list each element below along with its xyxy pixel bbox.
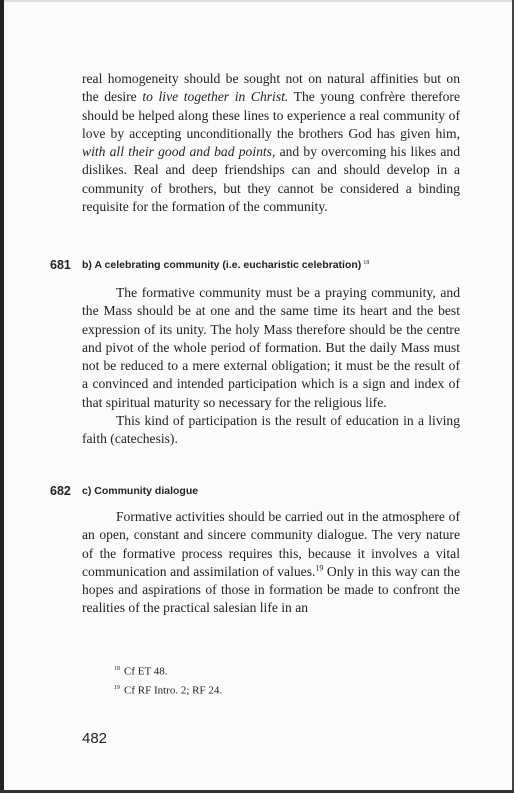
footnote-number: 19: [114, 684, 120, 691]
page-top-edge: [0, 0, 514, 2]
section-title: c) Community dialogue: [82, 485, 199, 497]
paragraph-text: [82, 70, 460, 216]
section-title: [82, 259, 369, 271]
footnote: [114, 680, 222, 699]
section-number: 682: [50, 484, 71, 498]
page-left-border: [0, 0, 4, 793]
footnote-reference: 19: [315, 563, 324, 573]
footnote-text: Cf ET 48.: [124, 665, 168, 678]
continuation-paragraph: [82, 70, 460, 216]
emphasis-text: to live together in Christ.: [142, 89, 289, 105]
section-title-text: b) A celebrating community (i.e. eucharistic celebration): [82, 259, 362, 271]
page-number: 482: [82, 730, 108, 747]
footnote: [114, 661, 222, 680]
text-run: real homogeneity should be sought not on natural affinities but on the desire: [82, 71, 460, 105]
footnote-number: 18: [114, 666, 120, 672]
footnote-text: Cf RF Intro. 2; RF 24.: [124, 684, 223, 697]
footnote-reference: 18: [363, 259, 370, 266]
paragraph-text: [82, 508, 460, 618]
text-run: The young confrère therefore should be helped along these lines to experience a real community of love by accepting unconditionally the brothers God has given him,: [82, 89, 460, 141]
text-run: Formative activities should be carried out in the atmosphere of an open, constant and sincere community dialogue. The very nature of the formative process requires this, because it involves a vital communication and assimilation of values.: [82, 509, 460, 579]
paragraph-text: The formative community must be a praying community, and the Mass should be at one and the same time its heart and the best expression of its unity. The holy Mass therefore should be the centre and pivot of the whole period of formation. But the daily Mass must not be reduced to a mere external obligation; it must be the result of a convinced and intended participation which is a sign and index of that spiritual maturity so necessary for the religious life.: [82, 285, 460, 410]
text-run: and by overcoming his likes and dislikes. Real and deep friendships can and should develop in a community of brothers, but they cannot be considered a binding requisite for the formation of the community.: [82, 144, 460, 215]
section-682-body: [82, 508, 460, 618]
text-run: Only in this way can the hopes and aspirations of those in formation be made to confront the realities of the practical salesian life in an: [82, 563, 460, 616]
section-681-body: [82, 284, 460, 449]
section-number: 681: [50, 258, 71, 272]
emphasis-text: with all their good and bad points,: [82, 144, 276, 160]
paragraph-text: This kind of participation is the result of education in a living faith (catechesis).: [82, 413, 460, 447]
footnotes: [114, 661, 222, 698]
